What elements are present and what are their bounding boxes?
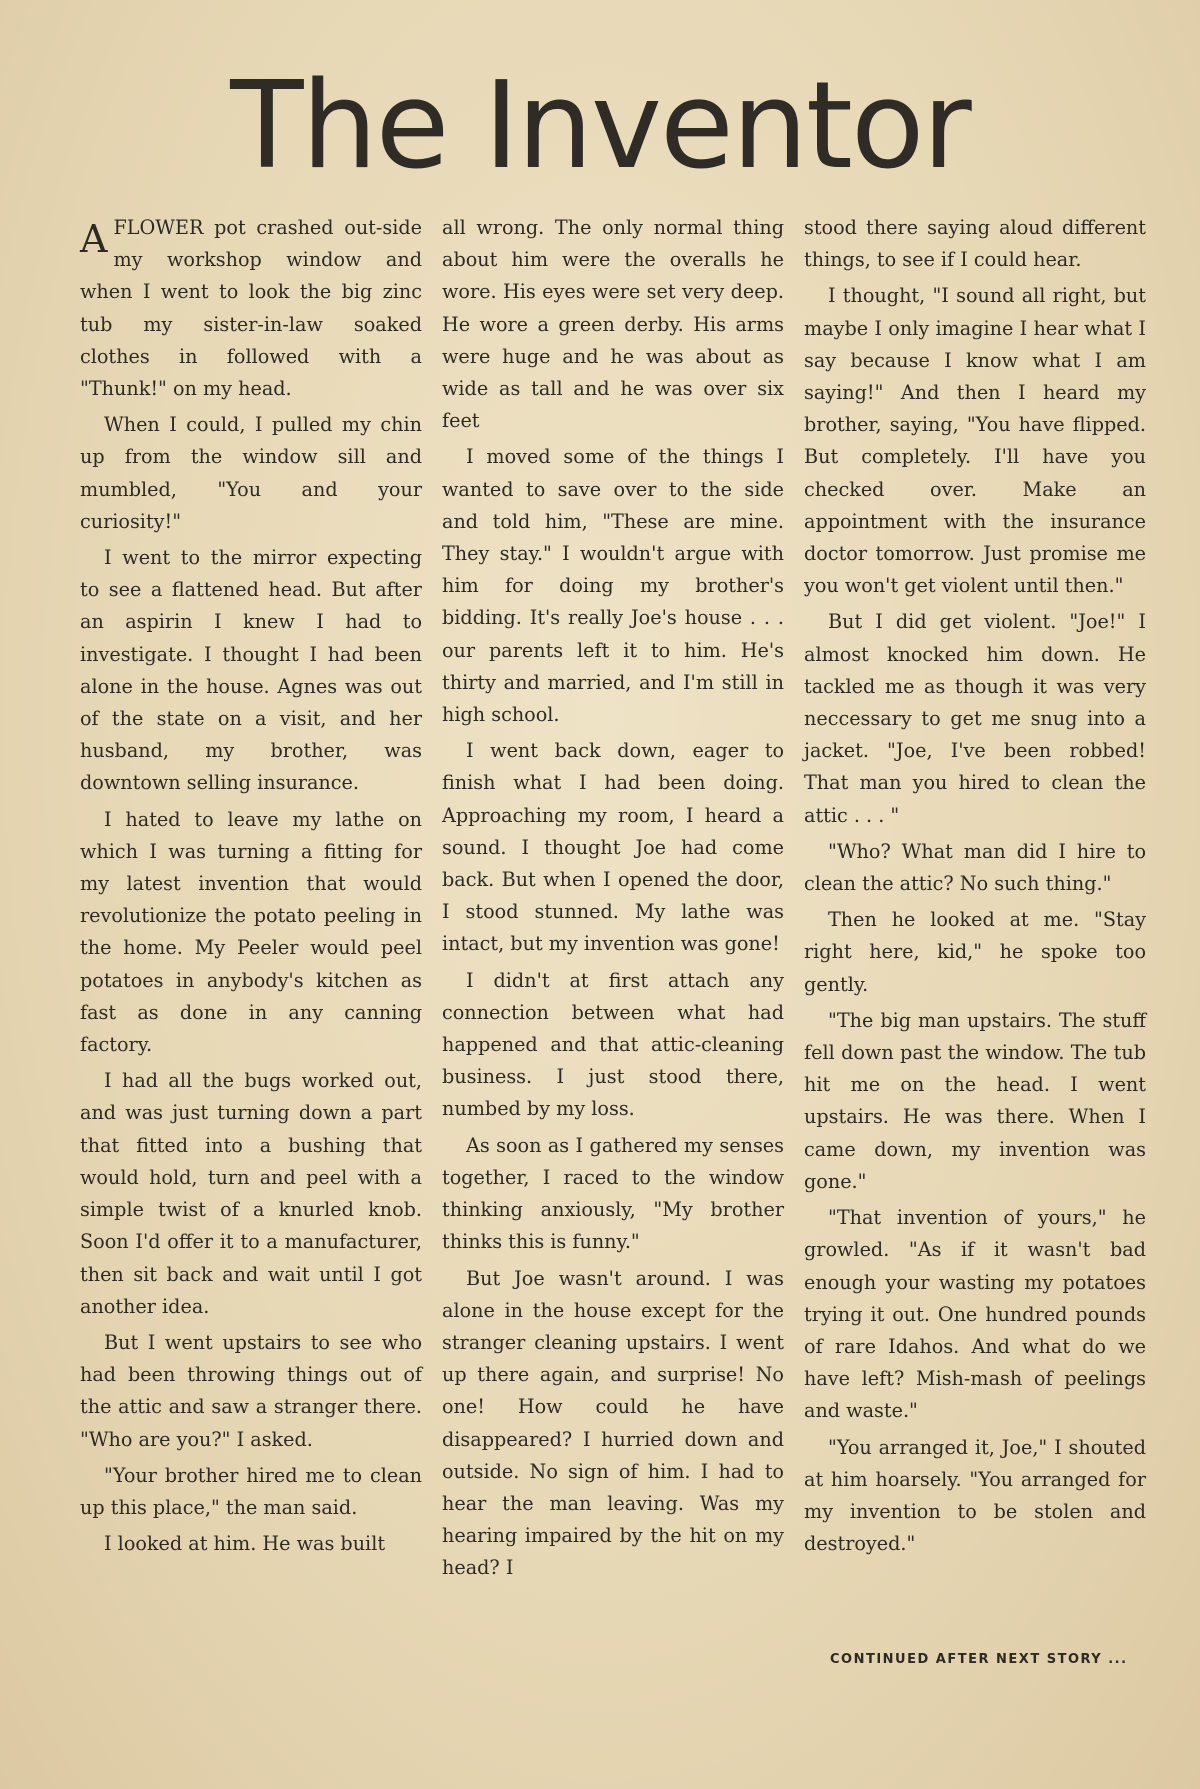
paragraph: Then he looked at me. "Stay right here, kid," he spoke too gently. (804, 908, 1146, 996)
text-column-2 (442, 212, 784, 1589)
story-title: The Inventor (230, 57, 970, 196)
paragraph: When I could, I pulled my chin up from the window sill and mumbled, "You and your curiosity!" (80, 413, 422, 533)
paragraph: As soon as I gathered my senses together, I raced to the window thinking anxiously, "My brother thinks this is funny." (442, 1133, 784, 1254)
drop-cap: A (80, 217, 108, 261)
paragraph: I had all the bugs worked out, and was just turning down a part that fitted into a bushing that would hold, turn and peel with a simple twist of a knurled knob. Soon I'd offer it to a manufacturer, then sit back and wait until I got another idea. (80, 1069, 422, 1318)
paragraph: I went to the mirror expecting to see a flattened head. But after an aspirin I knew I had to investigate. I thought I had been alone in the house. Agnes was out of the state on a visit, and her husband, my brother, was downtown selling insurance. (80, 546, 422, 795)
paragraph: stood there saying aloud different things, to see if I could hear. (804, 216, 1146, 272)
paragraph: I looked at him. He was built (104, 1532, 386, 1556)
paragraph: But Joe wasn't around. I was alone in the house except for the stranger cleaning upstairs. I went up there again, and surprise! No one! How could he have disappeared? I hurried down and outside. No sign of him. I had to hear the man leaving. Was my hearing impaired by the hit on my head? I (442, 1266, 784, 1580)
paragraph: I moved some of the things I wanted to save over to the side and told him, "These are mine. They stay." I wouldn't argue with him for doing my brother's bidding. It's really Joe's house . . . our parents left it to him. He's thirty and married, and I'm still in high school. (442, 445, 784, 727)
paragraph: I hated to leave my lathe on which I was turning a fitting for my latest invention that would revolutionize the potato peeling in the home. My Peeler would peel potatoes in anybody's kitchen as fast as done in any canning factory. (80, 807, 422, 1057)
paragraph: "You arranged it, Joe," I shouted at him hoarsely. "You arranged for my invention to be stolen and destroyed." (804, 1435, 1146, 1556)
continued-note: CONTINUED AFTER NEXT STORY ... (830, 1652, 1128, 1667)
paragraph: "Your brother hired me to clean up this place," the man said. (80, 1463, 422, 1519)
paragraph: "That invention of yours," he growled. "As if it wasn't bad enough your wasting my potatoes trying it out. One hundred pounds of rare Idahos. And what do we have left? Mish-mash of peelings and waste." (804, 1206, 1146, 1423)
paragraph: I didn't at first attach any connection between what had happened and that attic-cleaning business. I just stood there, numbed by my loss. (442, 968, 784, 1121)
paragraph: "Who? What man did I hire to clean the attic? No such thing." (804, 839, 1146, 896)
paragraph: "The big man upstairs. The stuff fell down past the window. The tub hit me on the head. I went upstairs. He was there. When I came down, my invention was gone." (804, 1008, 1146, 1193)
paragraph: all wrong. The only normal thing about him were the overalls he wore. His eyes were set very deep. He wore a green derby. His arms were huge and he was about as wide as tall and he was over six feet (442, 216, 784, 433)
paragraph: But I did get violent. "Joe!" I almost knocked him down. He tackled me as though it was very neccessary to get me snug into a jacket. "Joe, I've been robbed! That man you hired to clean the attic . . . " (804, 610, 1146, 827)
paragraph: I thought, "I sound all right, but maybe I only imagine I hear what I say because I know what I am saying!" And then I heard my brother, saying, "You have flipped. But completely. I'll have you checked over. Make an appointment with the insurance doctor tomorrow. Just promise me you won't get violent until then." (804, 284, 1146, 598)
paragraph: I went back down, eager to finish what I had been doing. Approaching my room, I heard a sound. I thought Joe had come back. But when I opened the door, I stood stunned. My lathe was intact, but my invention was gone! (442, 739, 784, 956)
paragraph (80, 212, 422, 405)
text-column-1 (80, 212, 422, 1564)
paragraph-text: FLOWER pot crashed out-side my workshop window and when I went to look the big zinc tub my sister-in-law soaked clothes in followed with a "Thunk!" on my head. (80, 216, 422, 401)
text-column-3 (804, 212, 1146, 1564)
paragraph: But I went upstairs to see who had been throwing things out of the attic and saw a stranger there. "Who are you?" I asked. (80, 1330, 422, 1451)
